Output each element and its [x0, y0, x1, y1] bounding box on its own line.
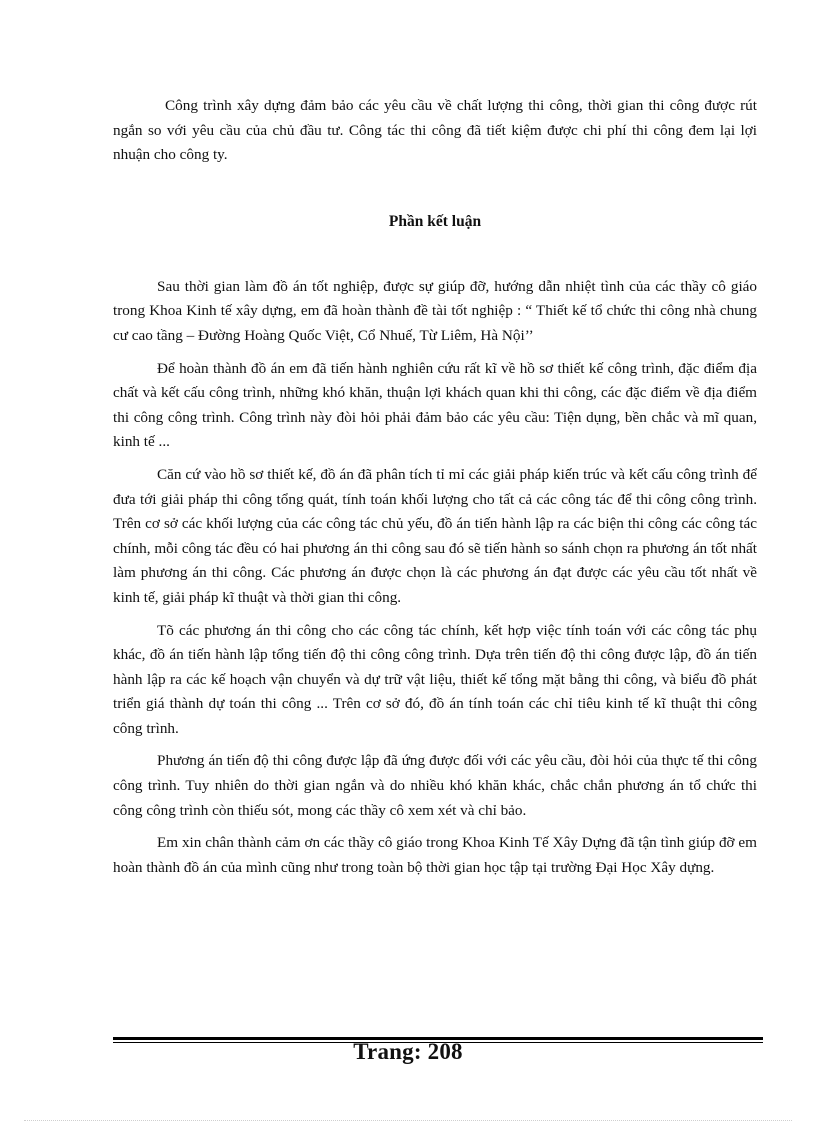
document-body — [113, 94, 757, 880]
conclusion-paragraph-5: Phương án tiến độ thi công được lập đã ứng được đối với các yêu cầu, đòi hỏi của thực tế thi công công trình. Tuy nhiên do thời gian ngắn và do nhiều khó khăn khác, chắc chắn phương án tổ chức thi công công trình còn thiếu sót, mong các thầy cô xem xét và chỉ bảo. — [113, 752, 757, 819]
section-heading: Phần kết luận — [388, 212, 482, 230]
conclusion-paragraph-2: Để hoàn thành đồ án em đã tiến hành nghiên cứu rất kĩ về hồ sơ thiết kế công trình, đặc điểm địa chất và kết cấu công trình, những khó khăn, thuận lợi khách quan khi thi công, các đặc điểm về địa điểm thi công công trình. Công trình này đòi hỏi phải đảm bảo các yêu cầu: Tiện dụng, bền chắc và mĩ quan, kinh tế ... — [113, 359, 757, 451]
conclusion-paragraph-3: Căn cứ vào hồ sơ thiết kế, đồ án đã phân tích tỉ mỉ các giải pháp kiến trúc và kết cấu công trình để đưa tới giải pháp thi công tổng quát, tính toán khối lượng cho tất cả các công tác để thi công công trình. Trên cơ sở các khối lượng của các công tác chủ yếu, đồ án tiến hành lập ra các biện thi công các công tác chính, mỗi công tác đều có hai phương án thi công sau đó sẽ tiến hành so sánh chọn ra phương án tốt nhất làm phương án thi công. Các phương án được chọn là các phương án đạt được các yêu cầu tốt nhất về kinh tế, giải pháp kĩ thuật và thời gian thi công. — [113, 465, 757, 606]
intro-paragraph: Công trình xây dựng đảm bảo các yêu cầu về chất lượng thi công, thời gian thi công được rút ngắn so với yêu cầu của chủ đầu tư. Công tác thi công đã tiết kiệm được chi phí thi công đem lại lợi nhuận cho công ty. — [113, 97, 757, 164]
conclusion-paragraph-1: Sau thời gian làm đồ án tốt nghiệp, được sự giúp đỡ, hướng dẫn nhiệt tình của các thầy cô giáo trong Khoa Kinh tế xây dựng, em đã hoàn thành đề tài tốt nghiệp : “ Thiết kế tổ chức thi công nhà chung cư cao tầng – Đường Hoàng Quốc Việt, Cổ Nhuế, Từ Liêm, Hà Nội’’ — [113, 277, 757, 344]
page-number: Trang: 208 — [353, 1039, 463, 1064]
conclusion-paragraph-6: Em xin chân thành cảm ơn các thầy cô giáo trong Khoa Kinh Tế Xây Dựng đã tận tình giúp đỡ em hoàn thành đồ án của mình cũng như trong toàn bộ thời gian học tập tại trường Đại Học Xây dựng. — [113, 834, 757, 876]
page-edge-divider — [24, 1120, 792, 1121]
conclusion-paragraph-4: Tõ các phương án thi công cho các công tác chính, kết hợp việc tính toán với các công tác phụ khác, đồ án tiến hành lập tổng tiến độ thi công công trình. Dựa trên tiến độ thi công được lập, đồ án tiến hành lập ra các kế hoạch vận chuyển và dự trữ vật liệu, thiết kế tổng mặt bằng thi công, và biểu đồ phát triển giá thành dự toán thi công ... Trên cơ sở đó, đồ án tính toán các chỉ tiêu kinh tế kĩ thuật thi công công trình. — [113, 621, 757, 737]
